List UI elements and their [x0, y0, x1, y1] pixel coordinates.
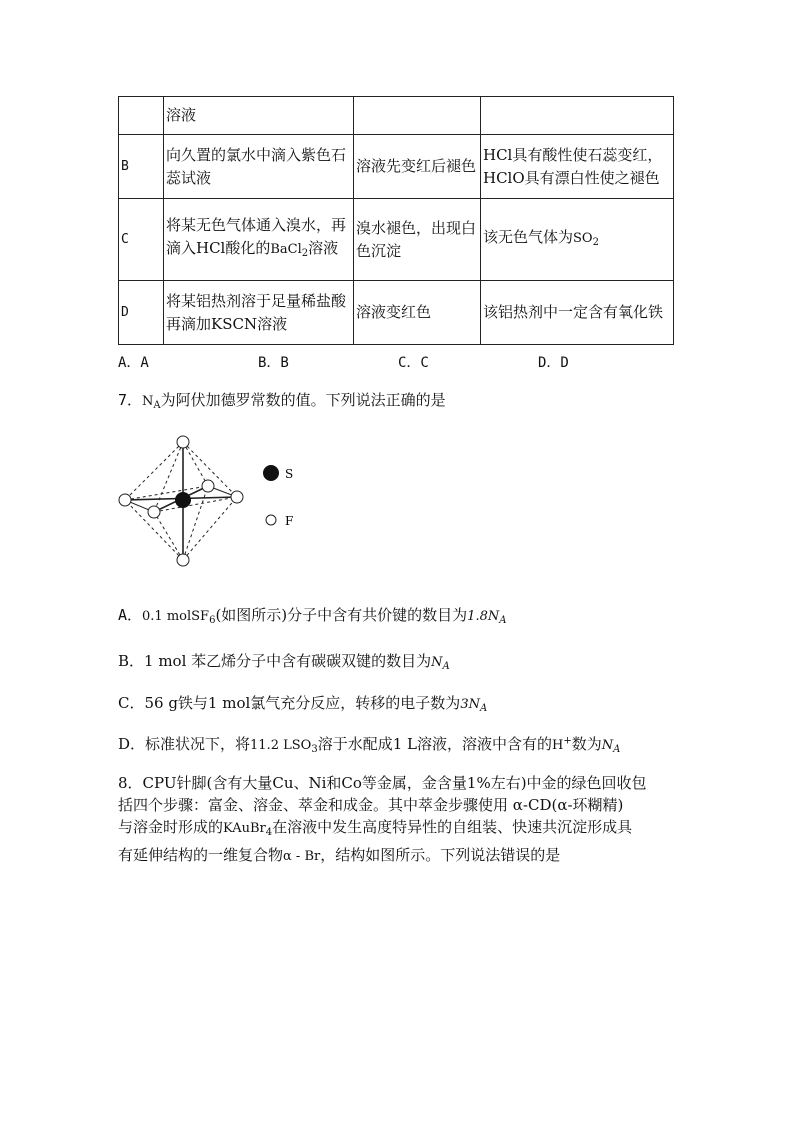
phenomenon-cell: 溶液先变红后褪色	[354, 135, 481, 199]
sf6-molecule-figure	[112, 430, 312, 570]
row-label-b: B	[119, 135, 164, 199]
bacl2-formula: BaCl$_2$	[270, 242, 309, 259]
op-text: 溶液	[308, 239, 339, 257]
question-7-option-d: D．标准状况下，将11.2 $LSO_3$溶于水配成1 L溶液，溶液中含有的H+数为$N_A$	[118, 735, 621, 755]
legend-f-label: F	[285, 514, 294, 528]
question-8-stem	[118, 772, 678, 868]
row-label	[119, 97, 164, 135]
so2-formula: $SO_2$	[573, 230, 599, 248]
conclusion-cell: 该铝热剂中一定含有氧化铁	[481, 281, 674, 345]
row-label-c: C	[119, 199, 164, 281]
phenomenon-cell: 溶液变红色	[354, 281, 481, 345]
q8-line: 括四个步骤：富金、溶金、萃金和成金。其中萃金步骤使用 α-CD(α-环糊精)	[118, 796, 624, 814]
na-symbol: $N_A$	[142, 394, 161, 411]
fluorine-atom	[148, 506, 160, 518]
operation-cell: 将某铝热剂溶于足量稀盐酸再滴加KSCN溶液	[164, 281, 354, 345]
legend-s-label: S	[285, 467, 294, 481]
conclusion-cell	[481, 97, 674, 135]
op-text: 将某无色气体通入溴水，再滴入HCl酸化的	[166, 216, 347, 257]
option-d: D．D	[538, 355, 569, 371]
question-7-option-a: A．0.1 molSF$_6$(如图所示)分子中含有共价键的数目为$1.8N_A$	[118, 606, 507, 626]
legend-sulfur-dot	[263, 465, 279, 481]
operation-cell	[164, 199, 354, 281]
q8-line: 8．CPU针脚(含有大量Cu、Ni和Co等金属，金含量1%左右)中金的绿色回收包	[118, 774, 647, 792]
fluorine-atom	[119, 494, 131, 506]
operation-cell: 向久置的氯水中滴入紫色石蕊试液	[164, 135, 354, 199]
q8-line: 与溶金时形成的KAuBr$_4$在溶液中发生高度特异性的自组装、快速共沉淀形成具	[118, 818, 633, 838]
option-c: C．C	[398, 355, 429, 371]
question-7-option-b: B．1 mol 苯乙烯分子中含有碳碳双键的数目为$N_A$	[118, 652, 450, 672]
conclusion-cell: 该无色气体为$SO_2$	[481, 199, 674, 281]
fluorine-atom	[177, 554, 189, 566]
legend-fluorine-dot	[266, 515, 276, 525]
row-label-d: D	[119, 281, 164, 345]
q8-line: 有延伸结构的一维复合物α - Br，结构如图所示。下列说法错误的是	[118, 846, 561, 864]
operation-cell: 溶液	[164, 97, 354, 135]
question-7-option-c: C．56 g铁与1 mol氯气充分反应，转移的电子数为$3N_A$	[118, 694, 488, 714]
phenomenon-cell	[354, 97, 481, 135]
fluorine-atom	[231, 491, 243, 503]
option-b: B．B	[258, 355, 289, 371]
question-6-table	[118, 96, 674, 345]
conclusion-cell: HCl具有酸性使石蕊变红，HClO具有漂白性使之褪色	[481, 135, 674, 199]
question-7-stem: 7．$N_A$为阿伏加德罗常数的值。下列说法正确的是	[118, 391, 446, 411]
fluorine-atom	[177, 436, 189, 448]
option-a: A．A	[118, 355, 149, 371]
phenomenon-cell: 溴水褪色，出现白色沉淀	[354, 199, 481, 281]
fluorine-atom	[202, 480, 214, 492]
sulfur-atom	[175, 492, 191, 508]
